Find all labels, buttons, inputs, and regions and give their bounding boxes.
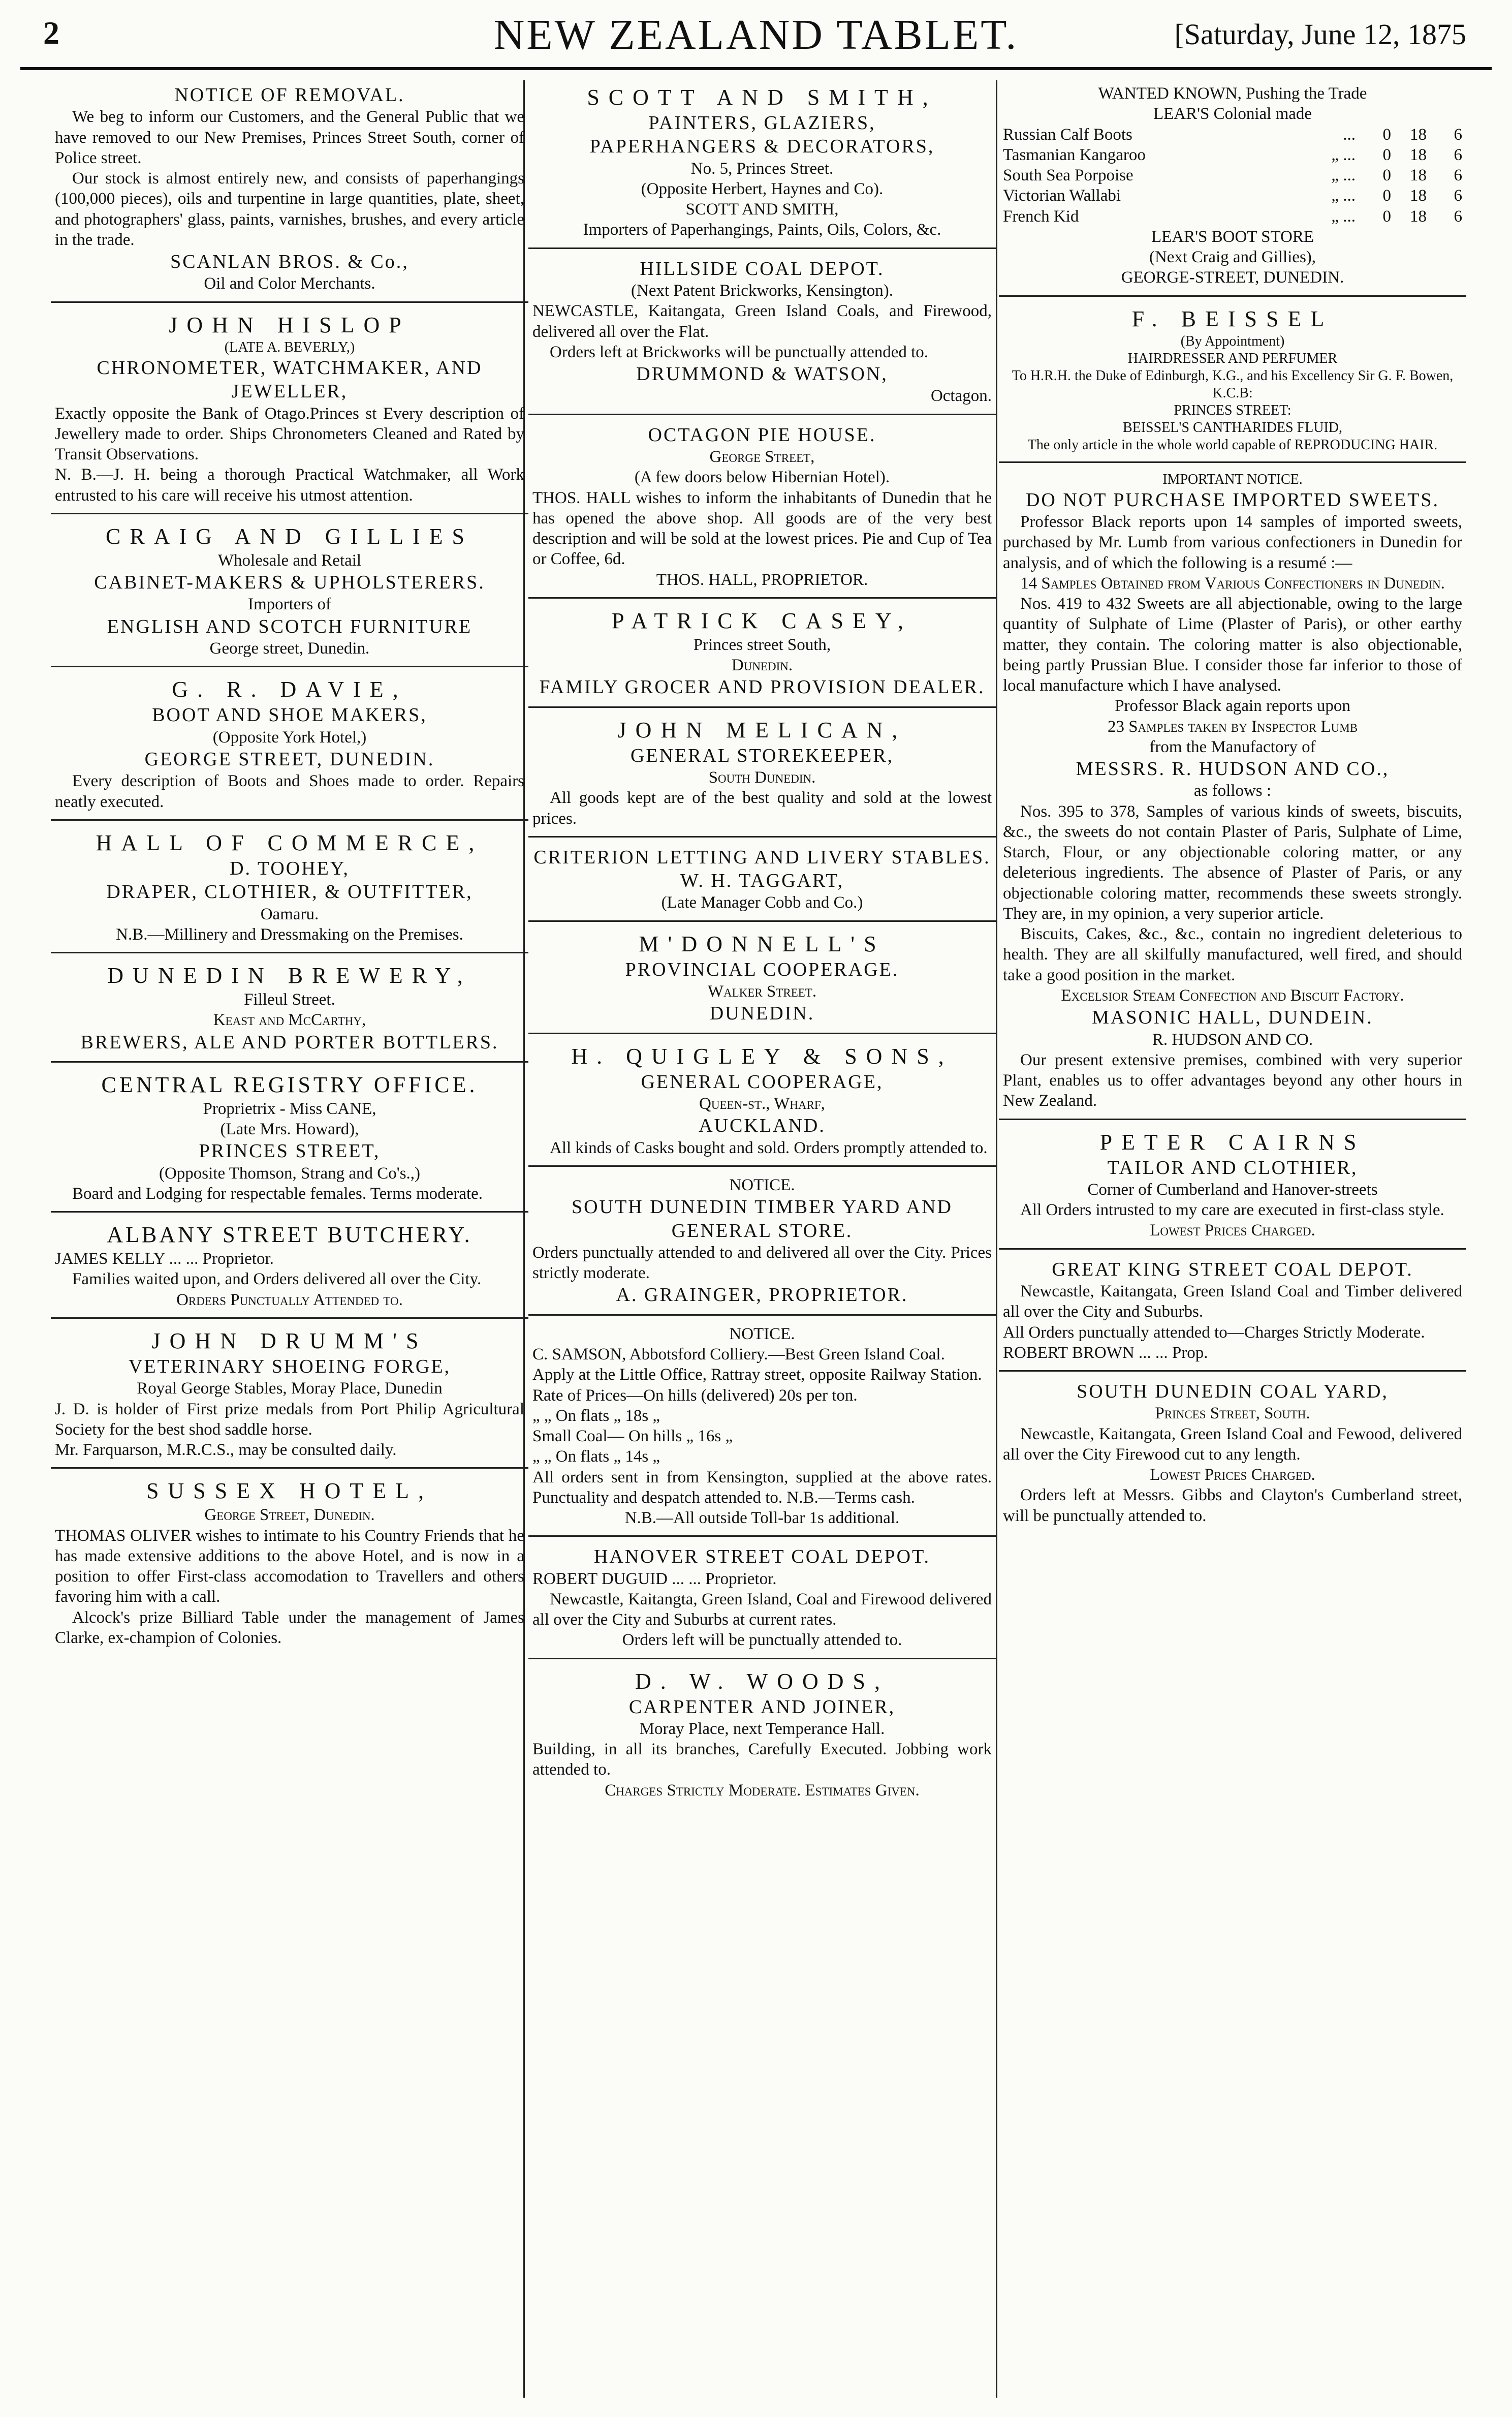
ad-title: SCOTT AND SMITH,: [587, 85, 937, 110]
ad-line: THOS. HALL, PROPRIETOR.: [656, 570, 868, 589]
ad-title: PATRICK CASEY,: [612, 608, 912, 633]
ad-body: Building, in all its branches, Carefully Executed. Jobbing work attended to.: [532, 1740, 992, 1779]
ad-line: as follows :: [1193, 782, 1272, 800]
ad-hillside-coal: [528, 254, 996, 415]
price-row: Tasmanian Kangaroo „ ... 0 18 6: [1003, 145, 1462, 164]
ad-line: D. TOOHEY,: [230, 857, 350, 879]
ad-line: VETERINARY SHOEING FORGE,: [128, 1355, 451, 1377]
ad-line: (Late Manager Cobb and Co.): [661, 893, 863, 912]
ad-body: Exactly opposite the Bank of Otago.Princes st Every description of Jewellery made to order. Ships Chronometers Cleaned and Rated by Transit Observations.: [55, 404, 524, 464]
ad-line: PRINCES STREET,: [199, 1140, 381, 1162]
ad-title: JOHN DRUMM'S: [151, 1328, 428, 1353]
header-rule: [20, 67, 1492, 70]
ad-line: PRINCES STREET:: [1174, 402, 1292, 419]
ad-drumm-forge: [51, 1324, 528, 1469]
ad-quigley-sons: [528, 1039, 996, 1167]
ad-line: George Street, Dunedin.: [204, 1506, 375, 1525]
ad-line: ROBERT BROWN ... ... Prop.: [1003, 1343, 1208, 1362]
ad-body: Biscuits, Cakes, &c., &c., contain no ingredient deleterious to health. They are all skilfully manufactured, well fired, and should take a good position in the market.: [1003, 925, 1462, 984]
ad-line: DRUMMOND & WATSON,: [636, 363, 888, 385]
ad-title: G. R. DAVIE,: [172, 677, 407, 702]
ad-title: F. BEISSEL: [1131, 306, 1334, 331]
price-row: „ „ On flats „ 18s „: [532, 1406, 660, 1425]
ad-line: (Next Patent Brickworks, Kensington).: [631, 282, 893, 300]
price-row: Victorian Wallabi „ ... 0 18 6: [1003, 187, 1462, 205]
ad-body: Orders left at Messrs. Gibbs and Clayton's Cumberland street, will be punctually attended to.: [1003, 1486, 1462, 1525]
ad-line: LEAR'S BOOT STORE: [1151, 227, 1314, 246]
ad-line: Princes street South,: [693, 635, 831, 654]
ad-title: JOHN HISLOP: [169, 312, 411, 337]
price-row: Small Coal— On hills „ 16s „: [532, 1427, 733, 1445]
ad-line: Lowest Prices Charged.: [1150, 1221, 1315, 1240]
ad-title: WANTED KNOWN, Pushing the Trade: [1098, 84, 1367, 103]
ad-line: Octagon.: [930, 387, 992, 406]
ad-line: SCOTT AND SMITH,: [685, 200, 839, 219]
ad-line: Walker Street.: [707, 982, 817, 1001]
page-number: 2: [43, 15, 59, 51]
ad-line: FAMILY GROCER AND PROVISION DEALER.: [539, 676, 985, 698]
ad-line: GENERAL STOREKEEPER,: [630, 745, 894, 766]
ad-line: LEAR'S Colonial made: [1153, 105, 1312, 123]
ad-line: (Opposite Herbert, Haynes and Co).: [641, 179, 884, 198]
ad-hanover-coal: [528, 1542, 996, 1659]
ad-title: NOTICE OF REMOVAL.: [174, 84, 405, 106]
ad-patrick-casey: [528, 604, 996, 708]
ad-body: Our present extensive premises, combined with very superior Plant, enables us to offer advantages beyond any other hours in New Zealand.: [1003, 1050, 1462, 1110]
ad-line: 23 Samples taken by Inspector Lumb: [1107, 717, 1358, 736]
ad-octagon-pie-house: [528, 420, 996, 599]
ad-firm: SCANLAN BROS. & Co.,: [170, 251, 409, 273]
ad-line: ROBERT DUGUID ... ... Proprietor.: [532, 1569, 777, 1588]
ad-body: Families waited upon, and Orders delivered all over the City.: [72, 1270, 482, 1289]
ad-trade: CHRONOMETER, WATCHMAKER, AND JEWELLER,: [97, 357, 483, 402]
ad-line: BEISSEL'S CANTHARIDES FLUID,: [1122, 420, 1343, 436]
ad-line: (A few doors below Hibernian Hotel).: [634, 468, 890, 487]
ad-samson-coal: [528, 1321, 996, 1537]
ad-central-registry: [51, 1068, 528, 1213]
ad-line: To H.R.H. the Duke of Edinburgh, K.G., and his Excellency Sir G. F. Bowen, K.C.B:: [1012, 367, 1454, 401]
ad-title: OCTAGON PIE HOUSE.: [648, 424, 876, 446]
ad-sussex-hotel: [51, 1474, 528, 1655]
ad-body: Every description of Boots and Shoes made to order. Repairs neatly executed.: [55, 772, 524, 811]
ad-title: D. W. WOODS,: [635, 1668, 889, 1694]
ad-sweets-notice: [999, 468, 1466, 1120]
ad-line: GEORGE STREET, DUNEDIN.: [144, 748, 435, 770]
ad-title: PETER CAIRNS: [1099, 1129, 1366, 1155]
ad-body: J. D. is holder of First prize medals from Port Philip Agricultural Society for the best shod saddle horse.: [55, 1400, 524, 1439]
ad-line: C. SAMSON, Abbotsford Colliery.—Best Green Island Coal.: [532, 1345, 945, 1364]
ad-body: THOMAS OLIVER wishes to intimate to his Country Friends that he has made extensive additions to the above Hotel, and is now in a position to offer First-class accomodation to Travellers and others favoring him with a call.: [55, 1526, 524, 1606]
price-row: Rate of Prices—On hills (delivered) 20s per ton.: [532, 1386, 858, 1405]
ad-body: N. B.—J. H. being a thorough Practical Watchmaker, all Work entrusted to his care will receive his utmost attention.: [55, 466, 524, 505]
ad-line: DRAPER, CLOTHIER, & OUTFITTER,: [106, 881, 473, 903]
ad-scott-smith: [528, 80, 996, 249]
ad-body: Apply at the Little Office, Rattray street, opposite Railway Station.: [532, 1366, 982, 1384]
ad-body: Orders punctually attended to and delivered all over the City. Prices strictly moderate.: [532, 1243, 992, 1283]
ad-body: Alcock's prize Billiard Table under the management of James Clarke, ex-champion of Colonies.: [55, 1608, 524, 1647]
ad-removal: [51, 80, 528, 303]
ad-body: Professor Black reports upon 14 samples of imported sweets, purchased by Mr. Lumb from various confectioners in Dunedin for analysis, and of which the following is a resumé :—: [1003, 513, 1462, 572]
ad-title: NOTICE.: [729, 1324, 795, 1343]
ad-dunedin-brewery: [51, 958, 528, 1063]
ad-subhead: Excelsior Steam Confection and Biscuit Factory.: [1061, 986, 1404, 1005]
ad-line: CARPENTER AND JOINER,: [628, 1696, 896, 1718]
ad-body: All Orders intrusted to my care are executed in first-class style.: [1020, 1201, 1444, 1220]
ad-line: (By Appointment): [1180, 333, 1285, 349]
ad-line: from the Manufactory of: [1149, 737, 1316, 756]
ad-south-dunedin-coal: [999, 1377, 1466, 1533]
ad-body: All orders sent in from Kensington, supplied at the above rates. Punctuality and despatch attended to. N.B.—Terms cash.: [532, 1468, 992, 1507]
ad-line: A. GRAINGER, PROPRIETOR.: [616, 1284, 908, 1306]
ad-line: PROVINCIAL COOPERAGE.: [625, 958, 899, 980]
ad-line: (Late Mrs. Howard),: [220, 1120, 359, 1139]
ad-line: George Street,: [709, 448, 815, 467]
ad-line: GENERAL COOPERAGE,: [641, 1071, 884, 1093]
ad-line: The only article in the whole world capable of REPRODUCING HAIR.: [1027, 437, 1438, 453]
ad-davie: [51, 672, 528, 820]
ad-body: All Orders punctually attended to—Charges Strictly Moderate.: [1003, 1323, 1425, 1342]
ad-line: JAMES KELLY ... ... Proprietor.: [55, 1250, 274, 1268]
price-row: French Kid „ ... 0 18 6: [1003, 207, 1462, 226]
price-row: „ „ On flats „ 14s „: [532, 1447, 660, 1466]
ad-line: South Dunedin.: [708, 768, 816, 787]
ad-line: Royal George Stables, Moray Place, Dunedin: [137, 1379, 443, 1398]
ad-title: HANOVER STREET COAL DEPOT.: [593, 1546, 931, 1568]
ad-title: DUNEDIN BREWERY,: [107, 963, 472, 988]
ad-line: CABINET-MAKERS & UPHOLSTERERS.: [94, 572, 485, 594]
ad-line: (Next Craig and Gillies),: [1149, 248, 1316, 266]
ad-line: N.B.—All outside Toll-bar 1s additional.: [624, 1509, 900, 1527]
ad-line: PAINTERS, GLAZIERS,: [648, 112, 876, 134]
ad-line: Professor Black again reports upon: [1115, 697, 1350, 716]
ad-hall-of-commerce: [51, 826, 528, 953]
ad-line: Wholesale and Retail: [217, 551, 362, 570]
ad-albany-butchery: [51, 1218, 528, 1319]
masthead-title: NEW ZEALAND TABLET.: [493, 11, 1019, 58]
ad-line: PAPERHANGERS & DECORATORS,: [589, 136, 935, 158]
ad-lear-boot-store: [999, 80, 1466, 297]
ad-body: Newcastle, Kaitangata, Green Island Coal and Timber delivered all over the City and Suburbs.: [1003, 1282, 1462, 1321]
ad-body: Mr. Farquarson, M.R.C.S., may be consulted daily.: [55, 1441, 397, 1460]
ad-line: George street, Dunedin.: [209, 639, 370, 658]
ad-body: Newcastle, Kaitangata, Green Island Coal and Fewood, delivered all over the City Firewood cut to any length.: [1003, 1424, 1462, 1464]
ad-line: Lowest Prices Charged.: [1150, 1466, 1315, 1484]
column-divider: [996, 80, 997, 2398]
ad-line: ENGLISH AND SCOTCH FURNITURE: [107, 615, 472, 637]
ad-line: N.B.—Millinery and Dressmaking on the Premises.: [116, 925, 463, 944]
ad-line: Princes Street, South.: [1155, 1404, 1310, 1423]
ad-great-king-coal: [999, 1255, 1466, 1372]
ad-line: AUCKLAND.: [699, 1115, 826, 1137]
ad-subline: (LATE A. BEVERLY,): [224, 339, 355, 355]
ad-kicker: IMPORTANT NOTICE.: [1162, 471, 1303, 487]
ad-title: CRITERION LETTING AND LIVERY STABLES.: [533, 846, 991, 868]
ad-line: MESSRS. R. HUDSON AND CO.,: [1076, 758, 1390, 780]
ad-line: Keast and McCarthy,: [213, 1011, 366, 1030]
ad-line: HAIRDRESSER AND PERFUMER: [1127, 350, 1338, 366]
ad-title: GREAT KING STREET COAL DEPOT.: [1052, 1258, 1413, 1280]
ad-body: NEWCASTLE, Kaitangata, Green Island Coals, and Firewood, delivered all over the Flat.: [532, 302, 992, 341]
ad-line: GEORGE-STREET, DUNEDIN.: [1121, 268, 1344, 287]
ad-title: H. QUIGLEY & SONS,: [571, 1043, 953, 1069]
ad-title: SOUTH DUNEDIN COAL YARD,: [1077, 1381, 1389, 1403]
ad-line: Oamaru.: [260, 905, 319, 923]
page-header: [20, 10, 1492, 71]
ad-body: Our stock is almost entirely new, and consists of paperhangings (100,000 pieces), oils and turpentine in large quantities, plate, sheet, and photographers' glass, paints, varnishes, brushes, and every article in the trade.: [55, 169, 524, 249]
price-row: Russian Calf Boots ... 0 18 6: [1003, 125, 1462, 144]
ad-body: Nos. 419 to 432 Sweets are all abjectionable, owing to the large quantity of Sulphate of Lime (Plaster of Paris), or other earthy matter, they contain. The coloring matter is also objectionable, being partly Prussian Blue. I consider those far inferior to those of local manufacture which I have analysed.: [1003, 595, 1462, 695]
ad-line: Importers of: [247, 595, 332, 614]
ad-title: ALBANY STREET BUTCHERY.: [107, 1222, 472, 1248]
ad-body: Newcastle, Kaitangta, Green Island, Coal and Firewood delivered all over the City and Suburbs at current rates.: [532, 1590, 992, 1629]
ad-body: Orders left at Brickworks will be punctually attended to.: [550, 343, 929, 361]
ad-john-melican: [528, 713, 996, 838]
ad-line: DUNEDIN.: [709, 1003, 815, 1025]
ad-line: Orders Punctually Attended to.: [176, 1290, 403, 1309]
ad-line: Orders left will be punctually attended to.: [622, 1631, 902, 1650]
ad-body: All kinds of Casks bought and sold. Orders promptly attended to.: [550, 1138, 988, 1157]
ad-craig-gillies: [51, 519, 528, 667]
ad-line: BREWERS, ALE AND PORTER BOTTLERS.: [80, 1031, 499, 1053]
ad-title: M'DONNELL'S: [639, 931, 886, 956]
ad-body: Nos. 395 to 378, Samples of various kinds of sweets, biscuits, &c., the sweets do not contain Plaster of Paris, Sulphate of Lime, Starch, Flour, or any objectionable coloring matter, or any deleterious ingredients. The absence of Plaster of Paris, or any objectionable coloring matter, recommends these sweets strongly. They are, in my opinion, a very superior article.: [1003, 802, 1462, 923]
ad-title: DO NOT PURCHASE IMPORTED SWEETS.: [1025, 489, 1439, 511]
ad-line: SOUTH DUNEDIN TIMBER YARD AND GENERAL STORE.: [572, 1196, 953, 1242]
ad-line: Moray Place, next Temperance Hall.: [639, 1719, 885, 1738]
ad-line: Proprietrix - Miss CANE,: [203, 1099, 376, 1118]
ad-line: W. H. TAGGART,: [680, 870, 844, 892]
ad-woods-carpenter: [528, 1664, 996, 1808]
price-row: South Sea Porpoise „ ... 0 18 6: [1003, 166, 1462, 184]
ad-body: Board and Lodging for respectable females. Terms moderate.: [72, 1184, 483, 1203]
ad-line: BOOT AND SHOE MAKERS,: [152, 704, 427, 726]
ad-title: CENTRAL REGISTRY OFFICE.: [101, 1072, 478, 1097]
ad-odonnell-cooperage: [528, 927, 996, 1034]
ad-line: MASONIC HALL, DUNDEIN.: [1092, 1007, 1373, 1029]
ad-hislop: [51, 308, 528, 514]
ad-line: Charges Strictly Moderate. Estimates Given.: [605, 1781, 920, 1800]
ad-beissel: [999, 302, 1466, 463]
ad-title: HILLSIDE COAL DEPOT.: [640, 258, 885, 280]
ad-title: HALL OF COMMERCE,: [96, 830, 484, 855]
ad-line: Importers of Paperhangings, Paints, Oils, Colors, &c.: [583, 221, 941, 239]
ad-peter-cairns: [999, 1125, 1466, 1250]
ad-body: All goods kept are of the best quality and sold at the lowest prices.: [532, 789, 992, 828]
ad-body: THOS. HALL wishes to inform the inhabitants of Dunedin that he has opened the above shop. All goods are of the very best description and will be sold at the lowest prices. Pie and Cup of Tea or Coffee, 6d.: [532, 488, 992, 569]
ad-line: Corner of Cumberland and Hanover-streets: [1087, 1180, 1378, 1199]
ad-line: (Opposite Thomson, Strang and Co's.,): [159, 1164, 421, 1183]
column-1: [51, 80, 528, 2403]
ad-title: CRAIG AND GILLIES: [106, 523, 474, 549]
ad-line: R. HUDSON AND CO.: [1152, 1030, 1313, 1049]
ad-line: Filleul Street.: [244, 990, 335, 1009]
ad-body: We beg to inform our Customers, and the General Public that we have removed to our New Premises, Princes Street South, corner of Police street.: [55, 108, 524, 167]
ad-title: SUSSEX HOTEL,: [146, 1478, 433, 1504]
ad-timber-yard: [528, 1172, 996, 1316]
ad-line: No. 5, Princes Street.: [690, 159, 834, 178]
ad-title: NOTICE.: [729, 1175, 795, 1194]
ad-criterion-stables: [528, 843, 996, 922]
ad-subline: Oil and Color Merchants.: [204, 274, 375, 293]
ad-line: TAILOR AND CLOTHIER,: [1107, 1157, 1358, 1179]
ad-title: JOHN MELICAN,: [617, 717, 907, 742]
column-2: [528, 80, 996, 2403]
ad-subhead: 14 Samples Obtained from Various Confectioners in Dunedin.: [1020, 574, 1445, 593]
column-3: [999, 80, 1466, 2403]
ad-line: Queen-st., Wharf,: [699, 1095, 825, 1113]
ad-line: (Opposite York Hotel,): [212, 728, 367, 747]
ad-line: Dunedin.: [731, 656, 793, 675]
issue-date: [Saturday, June 12, 1875: [1174, 18, 1466, 51]
